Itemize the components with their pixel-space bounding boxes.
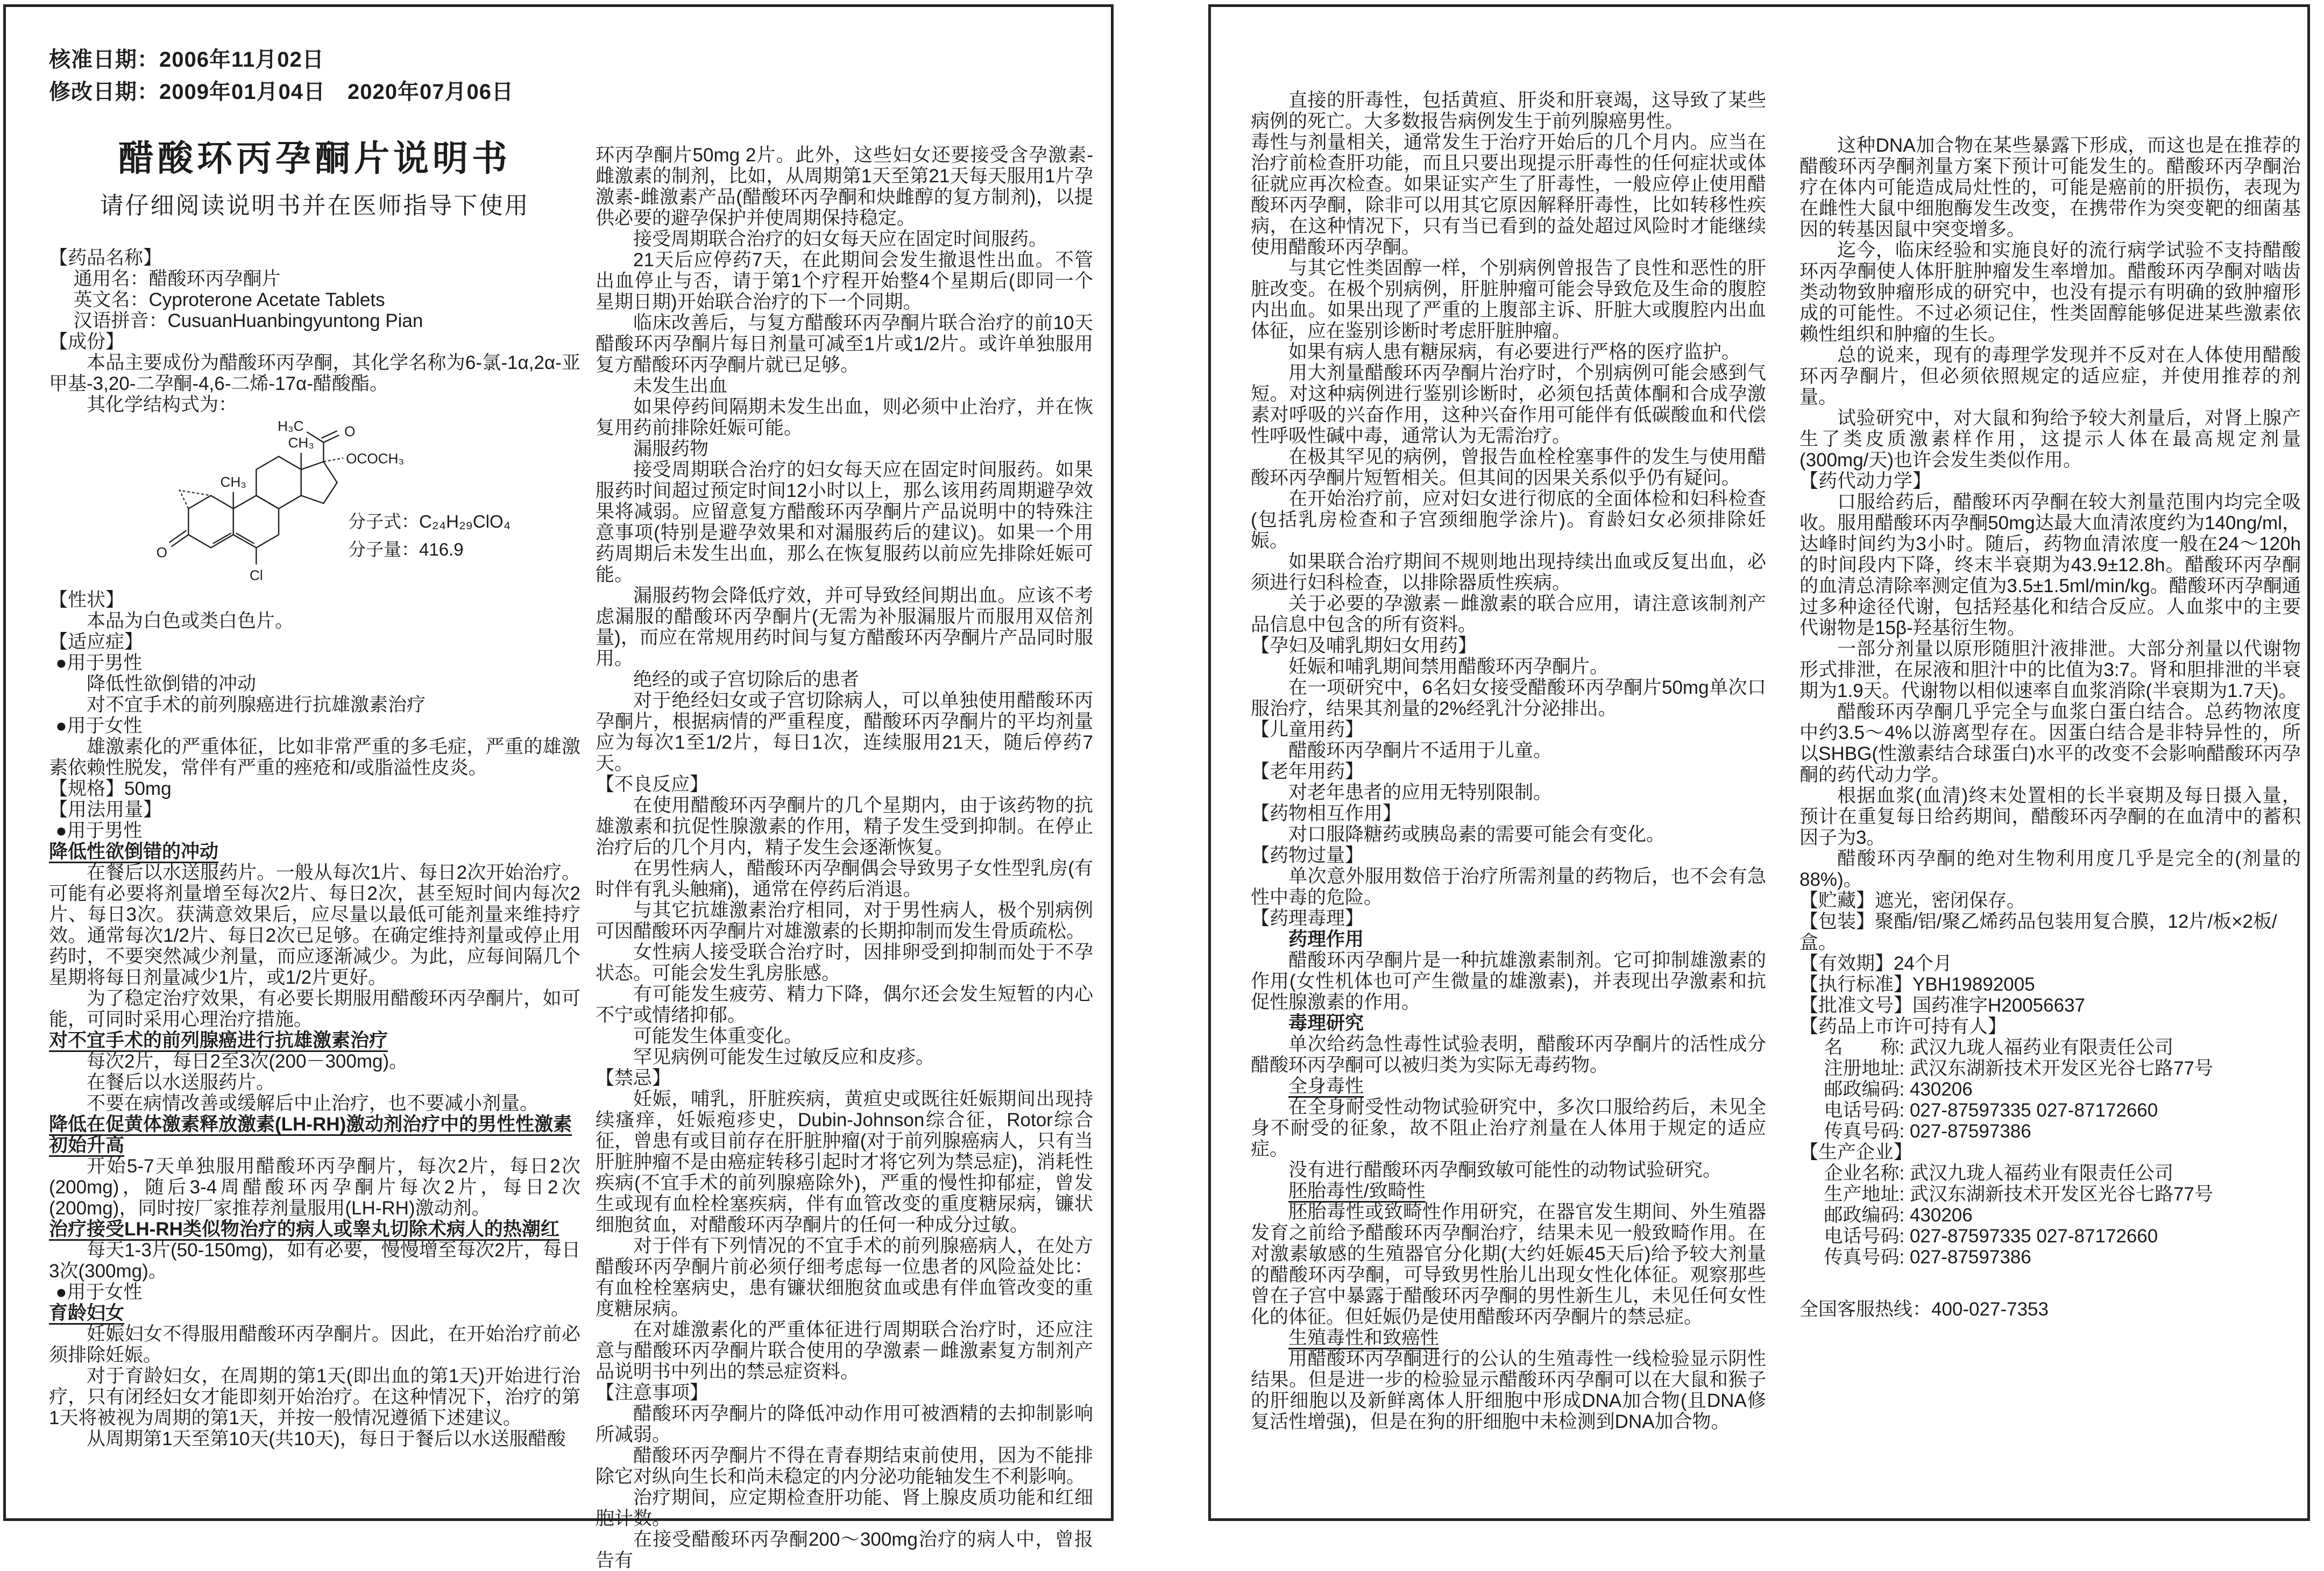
paragraph: 对于绝经妇女或子宫切除病人，可以单独使用醋酸环丙孕酮片，根据病情的严重程度，醋酸环丙孕酮片的平均剂量应为每次1至1/2片，每日1次，连续服用21天，随后停药7天。: [596, 690, 1093, 774]
info-line: 企业名称: 武汉九珑人福药业有限责任公司: [1824, 1163, 2173, 1184]
section-heading: 【药代动力学】: [1799, 471, 1932, 492]
text-line: 对不宜手术的前列腺癌进行抗雄激素治疗: [87, 694, 426, 715]
spacer: [1799, 1268, 2301, 1299]
paragraph: 与其它抗雄激素治疗相同，对于男性病人，极个别病例可因醋酸环丙孕酮片对雄激素的长期抑制而发生骨质疏松。: [596, 900, 1093, 942]
approval-date-line: 核准日期：2006年11月02日: [49, 48, 324, 72]
info-line: 汉语拼音：CusuanHuanbingyuntong Pian: [73, 310, 423, 331]
acetyl-o-label: O: [344, 423, 356, 439]
section-heading: 【适应症】: [49, 631, 144, 652]
paragraph: 直接的肝毒性，包括黄疸、肝炎和肝衰竭，这导致了某些病例的死亡。大多数报告病例发生于前列腺癌男性。: [1251, 90, 1766, 132]
paragraph: 有可能发生疲劳、精力下降，偶尔还会发生短暂的内心不宁或情绪抑郁。: [596, 984, 1093, 1026]
info-line: 注册地址: 武汉东湖新技术开发区光谷七路77号: [1824, 1058, 2213, 1079]
paragraph: 妊娠妇女不得服用醋酸环丙孕酮片。因此，在开始治疗前必须排除妊娠。: [49, 1324, 580, 1366]
paragraph: 根据血浆(血清)终末处置相的长半衰期及每日摄入量，预计在重复每日给药期间，醋酸环丙孕酮的在血清中的蓄积因子为3。: [1799, 785, 2301, 848]
bullet-item: ●用于女性: [55, 715, 143, 736]
paragraph: 关于必要的孕激素－雌激素的联合应用，请注意该制剂产品信息中包含的所有资料。: [1251, 593, 1766, 635]
section-heading: 【老年用药】: [1251, 761, 1364, 782]
info-line: 通用名：醋酸环丙孕酮片: [73, 268, 281, 289]
paragraph: 如果联合治疗期间不规则地出现持续出血或反复出血，必须进行妇科检查，以排除器质性疾病。: [1251, 551, 1766, 593]
ch3-c10-label: CH₃: [220, 473, 246, 490]
paragraph: 从周期第1天至第10天(共10天)，每日于餐后以水送服醋酸: [87, 1428, 566, 1449]
paragraph: 没有进行醋酸环丙孕酮致敏可能性的动物试验研究。: [1288, 1160, 1722, 1181]
paragraph: 环丙孕酮片50mg 2片。此外，这些妇女还要接受含孕激素-雌激素的制剂，比如，从周期第1天至第21天每天服用1片孕激素-雌激素产品(醋酸环丙孕酮和炔雌醇的复方制剂)，以提供必要的避孕保护并使周期保持稳定。: [596, 145, 1093, 229]
text-line: 漏服药物: [633, 438, 709, 459]
paragraph: 接受周期联合治疗的妇女每天应在固定时间服药。如果服药时间超过预定时间12小时以上，那么该用药周期避孕效果将减弱。应留意复方醋酸环丙孕酮片产品说明中的特殊注意事项(特别是避孕效果和对漏服药后的建议)。如果一个用药周期后未发生出血，那么在恢复服药以前应先排除妊娠可能。: [596, 459, 1093, 585]
text-line: 醋酸环丙孕酮片不适用于儿童。: [1288, 740, 1553, 761]
section-heading: 【孕妇及哺乳期妇女用药】: [1251, 635, 1477, 656]
section-heading: 【执行标准】YBH19892005: [1799, 974, 2035, 995]
text-line: 在餐后以水送服药片。: [87, 1072, 275, 1093]
page2-column-2: [1799, 7, 2301, 1320]
dosage-heading: 育龄妇女: [49, 1303, 125, 1324]
text-line: 降低性欲倒错的冲动: [87, 673, 257, 694]
pharm-subheading: 毒理研究: [1288, 1013, 1364, 1034]
paragraph: 口服给药后，醋酸环丙孕酮在较大剂量范围内均完全吸收。服用醋酸环丙孕酮50mg达最大血清浓度约为140ng/ml，达峰时间约为3小时。随后，药物血清浓度一般在24～120h的时间段内下降，终末半衰期为43.9±12.8h。醋酸环丙孕酮的血清总清除率测定值为3.5±1.5ml/min/kg。醋酸环丙孕酮通过多种途径代谢，包括羟基化和结合反应。人血浆中的主要代谢物是15β-羟基衍生物。: [1799, 492, 2301, 638]
tox-subheading: 胚胎毒性/致畸性: [1288, 1181, 1426, 1202]
info-line: 传真号码: 027-87597386: [1824, 1121, 2031, 1142]
paragraph: 在接受醋酸环丙孕酮200～300mg治疗的病人中，曾报告有: [596, 1529, 1093, 1571]
paragraph: 在全身耐受性动物试验研究中，多次口服给药后，未见全身不耐受的征象，故不阻止治疗剂量在人体用于规定的适应症。: [1251, 1097, 1766, 1160]
molecular-info: [348, 508, 511, 564]
section-heading: 【注意事项】: [596, 1382, 709, 1403]
paragraph: 总的说来，现有的毒理学发现并不反对在人体使用醋酸环丙孕酮片，但必须依照规定的适应症，并使用推荐的剂量。: [1799, 345, 2301, 408]
info-line: 生产地址: 武汉东湖新技术开发区光谷七路77号: [1824, 1184, 2213, 1205]
h3c-label: H₃C: [278, 418, 304, 435]
paragraph: 试验研究中，对大鼠和狗给予较大剂量后，对肾上腺产生了类皮质激素样作用，这提示人体在最高规定剂量(300mg/天)也许会发生类似作用。: [1799, 408, 2301, 471]
paragraph: 为了稳定治疗效果，有必要长期服用醋酸环丙孕酮片，如可能，可同时采用心理治疗措施。: [49, 988, 580, 1030]
paragraph: 迄今，临床经验和实施良好的流行病学试验不支持醋酸环丙孕酮使人体肝脏肿瘤发生率增加。醋酸环丙孕酮对啮齿类动物致肿瘤形成的研究中，也没有提示有明确的致肿瘤形成的可能性。不过必须记住，性类固醇能够促进某些激素依赖性组织和肿瘤的生长。: [1799, 240, 2301, 345]
page2-column-1: [1251, 7, 1766, 1432]
section-heading: 【生产企业】: [1799, 1142, 1913, 1163]
paragraph: 毒性与剂量相关，通常发生于治疗开始后的几个月内。应当在治疗前检查肝功能，而且只要出现提示肝毒性的任何症状或体征就应再次检查。如果证实产生了肝毒性，一般应停止使用醋酸环丙孕酮，除非可以用其它原因解释肝毒性，比如转移性疾病，在这种情况下，只有当已看到的益处超过风险时才能继续使用醋酸环丙孕酮。: [1251, 132, 1766, 258]
ococh3-label: OCOCH₃: [346, 450, 405, 467]
section-heading: 【规格】50mg: [49, 778, 172, 799]
paragraph: 临床改善后，与复方醋酸环丙孕酮片联合治疗的前10天醋酸环丙孕酮片每日剂量可减至1片或1/2片。或许单独服用复方醋酸环丙孕酮片就已足够。: [596, 312, 1093, 375]
paragraph: 治疗期间，应定期检查肝功能、肾上腺皮质功能和红细胞计数。: [596, 1487, 1093, 1529]
revision-date-line: 修改日期：2009年01月04日 2020年07月06日: [49, 80, 514, 104]
section-heading: 【批准文号】国药准字H20056637: [1799, 995, 2085, 1016]
text-line: 不要在病情改善或缓解后中止治疗，也不要减小剂量。: [87, 1093, 539, 1114]
paragraph: 醋酸环丙孕酮几乎完全与血浆白蛋白结合。总药物浓度中约3.5～4%以游离型存在。因蛋白结合是非特异性的，所以SHBG(性激素结合球蛋白)水平的改变不会影响醋酸环丙孕酮的药代动力学。: [1799, 701, 2301, 785]
section-heading: 【药品名称】: [49, 247, 162, 268]
paragraph: 每天1-3片(50-150mg)，如有必要，慢慢增至每次2片，每日3次(300mg)。: [49, 1240, 580, 1282]
ketone-o-label: O: [156, 544, 168, 560]
paragraph: 如果有病人患有糖尿病，有必要进行严格的医疗监护。: [1288, 342, 1741, 362]
paragraph: 单次意外服用数倍于治疗所需剂量的药物后，也不会有急性中毒的危险。: [1251, 866, 1766, 908]
page-1: [3, 4, 1114, 1571]
dosage-heading: 降低性欲倒错的冲动: [49, 841, 219, 862]
paragraph: 开始5-7天单独服用醋酸环丙孕酮片，每次2片，每日2次(200mg)，随后3-4周醋酸环丙孕酮片每次2片，每日2次(200mg)，同时按厂家推荐剂量服用(LH-RH)激动剂。: [49, 1156, 580, 1219]
text-line: 对口服降糖药或胰岛素的需要可能会有变化。: [1288, 824, 1666, 845]
paragraph: 与其它性类固醇一样，个别病例曾报告了良性和恶性的肝脏改变。在极个别病例，肝脏肿瘤可能会导致危及生命的腹腔内出血。如果出现了严重的上腹部主诉、肝脏大或腹腔内出血体征，应在鉴别诊断时考虑肝脏肿瘤。: [1251, 258, 1766, 342]
paragraph: 用大剂量醋酸环丙孕酮片治疗时，个别病例可能会感到气短。对这种病例进行鉴别诊断时，必须包括黄体酮和合成孕激素对呼吸的兴奋作用，这种兴奋作用可能伴有低碳酸血和代偿性呼吸性碱中毒，通常认为无需治疗。: [1251, 362, 1766, 446]
section-heading: 【用法用量】: [49, 799, 162, 820]
paragraph: 在极其罕见的病例，曾报告血栓栓塞事件的发生与使用醋酸环丙孕酮片短暂相关。但其间的因果关系似乎仍有疑问。: [1251, 446, 1766, 488]
text-line: 未发生出血: [633, 375, 728, 396]
text-line: 对老年患者的应用无特别限制。: [1288, 782, 1553, 803]
tox-subheading: 全身毒性: [1288, 1076, 1364, 1097]
section-heading: 【成份】: [49, 331, 125, 352]
text-line: 每次2片，每日2至3次(200－300mg)。: [87, 1051, 408, 1072]
paragraph: 女性病人接受联合治疗时，因排卵受到抑制而处于不孕状态。可能会发生乳房胀感。: [596, 942, 1093, 984]
paragraph: 一部分剂量以原形随胆汁液排泄。大部分剂量以代谢物形式排泄，在尿液和胆汁中的比值为3:7。肾和胆排泄的半衰期为1.9天。代谢物以相似速率自血浆消除(半衰期为1.7天)。: [1799, 638, 2301, 701]
section-heading: 【儿童用药】: [1251, 719, 1364, 740]
bullet-item: ●用于男性: [55, 820, 143, 841]
leaflet-title: 醋酸环丙孕酮片说明书: [118, 138, 511, 178]
bullet-item: ●用于男性: [55, 652, 143, 673]
paragraph: 单次给药急性毒性试验表明，醋酸环丙孕酮片的活性成分醋酸环丙孕酮可以被归类为实际无毒药物。: [1251, 1034, 1766, 1076]
text-line: 绝经的或子宫切除后的患者: [633, 669, 860, 690]
paragraph: 醋酸环丙孕酮片是一种抗雄激素制剂。它可抑制雄激素的作用(女性机体也可产生微量的雄激素)，并表现出孕激素和抗促性腺激素的作用。: [1251, 950, 1766, 1013]
paragraph: 在男性病人，醋酸环丙孕酮偶会导致男子女性型乳房(有时伴有乳头触痛)，通常在停药后消退。: [596, 858, 1093, 900]
section-heading: 【性状】: [49, 589, 125, 610]
section-heading: 【药品上市许可持有人】: [1799, 1016, 2007, 1037]
paragraph: 醋酸环丙孕酮的绝对生物利用度几乎是完全的(剂量的88%)。: [1799, 848, 2301, 890]
paragraph: 这种DNA加合物在某些暴露下形成，而这也是在推荐的醋酸环丙孕酮剂量方案下预计可能发生的。醋酸环丙孕酮治疗在体内可能造成局灶性的，可能是癌前的肝损伤，表现为在雌性大鼠中细胞酶发生改变，在携带作为突变靶的细菌基因的转基因鼠中突变增多。: [1799, 135, 2301, 240]
page-2: [1208, 4, 2310, 1521]
paragraph: 本品主要成份为醋酸环丙孕酮，其化学名称为6-氯-1α,2α-亚甲基-3,20-二孕酮-4,6-二烯-17α-醋酸酯。: [49, 352, 580, 394]
paragraph: 醋酸环丙孕酮片不得在青春期结束前使用，因为不能排除它对纵向生长和尚未稳定的内分泌功能轴发生不利影响。: [596, 1445, 1093, 1487]
info-line: 名 称: 武汉九珑人福药业有限责任公司: [1824, 1037, 2173, 1058]
info-line: 电话号码: 027-87597335 027-87172660: [1824, 1100, 2158, 1121]
info-line: 电话号码: 027-87597335 027-87172660: [1824, 1226, 2158, 1247]
text-line: 本品为白色或类白色片。: [87, 610, 294, 631]
text-line: 接受周期联合治疗的妇女每天应在固定时间服药。: [633, 229, 1048, 250]
section-heading: 【有效期】24个月: [1799, 953, 1952, 974]
paragraph: 在一项研究中，6名妇女接受醋酸环丙孕酮片50mg单次口服治疗，结果其剂量的2%经乳汁分泌排出。: [1251, 677, 1766, 719]
info-line: 邮政编码: 430206: [1824, 1079, 1973, 1100]
paragraph: 在使用醋酸环丙孕酮片的几个星期内，由于该药物的抗雄激素和抗促性腺激素的作用，精子发生受到抑制。在停止治疗后的几个月内，精子发生会逐渐恢复。: [596, 795, 1093, 858]
info-line: 邮政编码: 430206: [1824, 1205, 1973, 1226]
paragraph: 全国客服热线：400-027-7353: [1799, 1299, 2049, 1320]
dosage-heading: 治疗接受LH-RH类似物治疗的病人或睾丸切除术病人的热潮红: [49, 1219, 559, 1240]
paragraph: 对于育龄妇女，在周期的第1天(即出血的第1天)开始进行治疗，只有闭经妇女才能即刻开始治疗。在这种情况下，治疗的第1天将被视为周期的第1天，并按一般情况遵循下述建议。: [49, 1366, 580, 1428]
paragraph: 用醋酸环丙孕酮进行的公认的生殖毒性一线检验显示阴性结果。但是进一步的检验显示醋酸环丙孕酮可以在大鼠和猴子的肝细胞以及新鲜离体人肝细胞中形成DNA加合物(且DNA修复活性增强)，但是在狗的肝细胞中未检测到DNA加合物。: [1251, 1348, 1766, 1432]
pharm-subheading: 药理作用: [1288, 929, 1364, 950]
chemical-structure-block: [49, 417, 580, 588]
section-heading: 【禁忌】: [596, 1068, 671, 1089]
tox-subheading: 生殖毒性和致癌性: [1288, 1327, 1440, 1348]
cl-label: Cl: [249, 567, 263, 584]
section-heading: 【药理毒理】: [1251, 908, 1364, 929]
text-line: 罕见病例可能发生过敏反应和皮疹。: [633, 1047, 935, 1068]
section-heading: 【药物相互作用】: [1251, 803, 1402, 824]
paragraph: 胚胎毒性或致畸性作用研究，在器官发生期间、外生殖器发育之前给予醋酸环丙孕酮治疗，结果未见一般致畸作用。在对激素敏感的生殖器官分化期(大约妊娠45天后)给予较大剂量的醋酸环丙孕酮，可导致男性胎儿出现女性化体征。观察那些曾在子宫中暴露于醋酸环丙孕酮的男性新生儿，未见任何女性化的体征。但妊娠仍是使用醋酸环丙孕酮片的禁忌症。: [1251, 1202, 1766, 1327]
section-heading: 【不良反应】: [596, 774, 709, 795]
page1-column-1: [49, 7, 580, 1449]
info-line: 英文名：Cyproterone Acetate Tablets: [73, 289, 385, 310]
ch3-c13-label: CH₃: [288, 435, 314, 451]
text-line: 其化学结构式为：: [87, 394, 238, 415]
text-line: 可能发生体重变化。: [633, 1026, 803, 1047]
text-line: 妊娠和哺乳期间禁用醋酸环丙孕酮片。: [1288, 656, 1609, 677]
page1-column-2: [596, 7, 1093, 1571]
dosage-heading: 降低在促黄体激素释放激素(LH-RH)激动剂治疗中的男性性激素初始升高: [49, 1114, 572, 1156]
section-heading: 【包装】聚酯/铝/聚乙烯药品包装用复合膜，12片/板×2板/盒。: [1799, 911, 2277, 953]
dosage-heading: 对不宜手术的前列腺癌进行抗雄激素治疗: [49, 1030, 388, 1051]
paragraph: 醋酸环丙孕酮片的降低冲动作用可被酒精的去抑制影响所减弱。: [596, 1403, 1093, 1445]
molecular-formula: 分子式：C₂₄H₂₉ClO₄: [348, 511, 511, 531]
paragraph: 21天后应停药7天，在此期间会发生撤退性出血。不管出血停止与否，请于第1个疗程开始整4个星期后(即同一个星期日期)开始联合治疗的下一个同期。: [596, 250, 1093, 312]
section-heading: 【贮藏】遮光，密闭保存。: [1799, 890, 2026, 911]
section-heading: 【药物过量】: [1251, 845, 1364, 866]
paragraph: 在餐后以水送服药片。一般从每次1片、每日2次开始治疗。可能有必要将剂量增至每次2片、每日2次，甚至短时间内每次2片、每日3次。获满意效果后，应尽量以最低可能剂量来维持疗效。通常每次1/2片、每日2次已足够。在确定维持剂量或停止用药时，不要突然减少剂量，而应逐渐减少。为此，应每间隔几个星期将每日剂量减少1片，或1/2片更好。: [49, 862, 580, 988]
molecular-weight: 分子量：416.9: [348, 539, 464, 559]
paragraph: 雄激素化的严重体征，比如非常严重的多毛症，严重的雄激素依赖性脱发，常伴有严重的痤疮和/或脂溢性皮炎。: [49, 736, 580, 778]
paragraph: 如果停药间隔期未发生出血，则必须中止治疗，并在恢复用药前排除妊娠可能。: [596, 396, 1093, 438]
info-line: 传真号码: 027-87597386: [1824, 1247, 2031, 1268]
leaflet-subtitle: 请仔细阅读说明书并在医师指导下使用: [100, 193, 530, 219]
bullet-item: ●用于女性: [55, 1282, 143, 1303]
paragraph: 漏服药物会降低疗效，并可导致经间期出血。应该不考虑漏服的醋酸环丙孕酮片(无需为补服漏服片而服用双倍剂量)，而应在常规用药时间与复方醋酸环丙孕酮片产品同时服用。: [596, 585, 1093, 669]
paragraph: 在开始治疗前，应对妇女进行彻底的全面体检和妇科检查(包括乳房检查和子宫颈细胞学涂片)。育龄妇女必须排除妊娠。: [1251, 488, 1766, 551]
paragraph: 在对雄激素化的严重体征进行周期联合治疗时，还应注意与醋酸环丙孕酮片联合使用的孕激素－雌激素复方制剂产品说明书中列出的禁忌症资料。: [596, 1319, 1093, 1382]
paragraph: 对于伴有下列情况的不宜手术的前列腺癌病人，在处方醋酸环丙孕酮片前必须仔细考虑每一位患者的风险益处比：有血栓栓塞病史，患有镰状细胞贫血或患有伴血管改变的重度糖尿病。: [596, 1235, 1093, 1319]
paragraph: 妊娠，哺乳，肝脏疾病，黄疸史或既往妊娠期间出现持续瘙痒，妊娠疱疹史，Dubin-Johnson综合征，Rotor综合征，曾患有或目前存在肝脏肿瘤(对于前列腺癌病人，只有当肝脏肿瘤不是由癌症转移引起时才将它列为禁忌症)，消耗性疾病(不宜手术的前列腺癌除外)，严重的慢性抑郁症，曾发生或现有血栓栓塞疾病，伴有血管改变的重度糖尿病，镰状细胞贫血，对醋酸环丙孕酮片的任何一种成分过敏。: [596, 1089, 1093, 1235]
